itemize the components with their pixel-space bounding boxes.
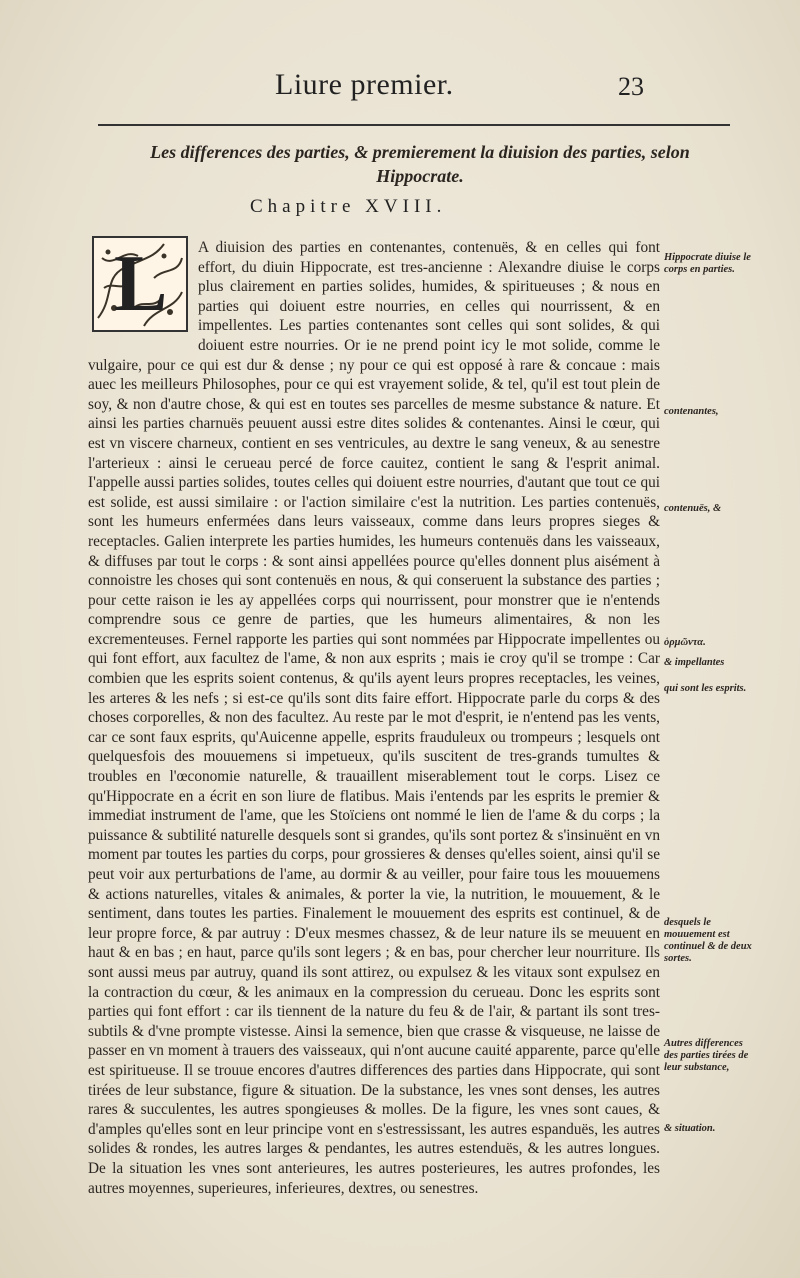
page-number: 23 <box>618 72 644 101</box>
margin-note: desquels le mouuement est continuel & de deux sortes. <box>664 917 752 964</box>
margin-note: & situation. <box>664 1123 716 1134</box>
margin-note: ὁρμῶντα. <box>664 637 706 648</box>
margin-note: contenuës, & <box>664 503 722 514</box>
margin-note: contenantes, <box>664 406 719 417</box>
running-head <box>0 62 800 108</box>
chapter-heading: Chapitre XVIII. <box>250 196 447 217</box>
drop-cap-letter: L <box>114 240 168 328</box>
body-text: A diuision des parties en contenantes, contenuës, & en celles qui font effort, du diuin Hippocrate, est tres-ancienne : Alexandre diuise le corps plus clairement en parties solides, humides, & spiritueuses ; & nous en parties qui doiuent estre nourries, en celles qui nourrissent, & en impellentes. Les parties contenantes sont celles qui sont solides, & qui doiuent estre nourries. Or ie ne prend point icy le mot solide, comme le vulgaire, pour ce qui est dur & dense ; ny pour ce qui est opposé à rare & concaue : mais auec les meilleurs Philosophes, pour ce qui est vrayement solide, & tel, qu'il est tout plein de soy, & non d'autre chose, & qui est en toutes ses parcelles de mesme substance & nature. Et ainsi les parties charnuës peuuent aussi estre dites solides & contenantes. Ainsi le cœur, qui est vn viscere charneux, contient en ses ventricules, au dextre le sang veneux, & au senestre l'arterieux : ainsi le cerueau percé de force cauitez, contient le sang & l'esprit animal. I'appelle aussi parties solides, toutes celles qui doiuent estre nourries, d'autant que tout ce qui est solide, est aussi similaire : or l'action similaire c'est la nutrition. Les parties contenuës, sont les humeurs enfermées dans leurs vaisseaux, comme dans leurs propres sieges & receptacles. Galien interprete les parties humides, les humeurs contenuës dans les vaisseaux, & diffuses par tout le corps : & sont ainsi appellées pource qu'elles donnent plus aisément à connoistre les choses qui sont contenuës en nous, & qui conseruent la substance des parties ; pour cette raison ie les ay appellées corps qui nourrissent, pour monstrer que ie n'entends comprendre sous ce genre de parties, que les humeurs alimentaires, & non les excrementeuses. Fernel rapporte les parties qui sont nommées par Hippocrate impellentes ou qui font effort, aux facultez de l'ame, & non aux esprits ; mais ie croy qu'il se trompe : Car combien que les esprits soient contenus, & qu'ils ayent leurs propres receptacles, les veines, les arteres & les nefs ; si est-ce qu'ils sont dits faire effort. Hippocrate parle du corps & des choses corporelles, & non des facultez. Au reste par le mot d'esprit, ie n'entend pas les vents, car ce sont faux esprits, qu'Auicenne appelle, esprits frauduleux ou trompeurs ; lesquels ont quelquesfois des mouuemens si impetueux, qu'ils suscitent de tres-grands tumultes & troubles en l'œconomie naturelle, & trauaillent miserablement tout le corps. Lisez ce qu'Hippocrate en a écrit en son liure de flatibus. Mais i'entends par les esprits le premier & immediat instrument de l'ame, que les Stoïciens ont nommé le lien de l'ame & du corps ; la puissance & subtilité naturelle desquels sont si grandes, qu'ils sont portez & s'insinuënt en vn moment par toutes les parties du corps, pour grossieres & denses qu'elles soient, ainsi qu'il se peut voir aux perturbations de l'ame, au dormir & au veiller, pour faire tous les mouuemens & actions naturelles, vitales & animales, & porter la vie, la nutrition, le mouuement, & le sentiment, dans toutes les parties. Finalement le mouuement des esprits est continuel, & de leur propre force, & par autruy : D'eux mesmes chassez, & de leur nature ils se meuuent en haut & en bas ; en haut, parce qu'ils sont legers ; & en bas, pour chercher leur nourriture. Ils sont aussi meus par autruy, quand ils sont attirez, ou expulsez & les vitaux sont expulsez en la contraction du cœur, & les animaux en la compression du cerueau. Donc les esprits sont parties qui font effort : car ils tiennent de la nature du feu & de l'air, & partant ils sont tres-subtils & d'vne prompte vistesse. Ainsi la semence, bien que crasse & visqueuse, ne laisse de passer en vn moment à trauers des vaisseaux, qui n'ont aucune cauité apparente, parce qu'elle est spiritueuse. Il se trouue encores d'autres differences des parties dans Hippocrate, qui sont tirées de leur substance, figure & situation. De la substance, les vnes sont denses, les autres rares & succulentes, les autres spongieuses & molles. De la figure, les vnes sont caues, & d'amples qu'elles sont en leur principe vont en s'estressissant, les autres espanduës, les autres solides & rondes, les autres larges & pendantes, les autres estenduës, & les autres longues. De la situation les vnes sont anterieures, les autres posterieures, les autres profondes, les autres moyennes, superieures, inferieures, dextres, ou senestres. <box>88 239 660 1197</box>
body-text-block <box>88 238 660 1198</box>
header-rule <box>98 124 730 126</box>
margin-note: qui sont les esprits. <box>664 683 747 694</box>
section-title: Les differences des parties, & premierement la diuision des parties, selon Hippocrate. <box>150 142 690 186</box>
margin-note: & impellantes <box>664 657 725 668</box>
book-title: Liure premier. <box>275 68 454 101</box>
margin-note: Autres differences des parties tirées de leur substance, <box>664 1038 749 1073</box>
margin-note: Hippocrate diuise le corps en parties. <box>664 252 751 275</box>
